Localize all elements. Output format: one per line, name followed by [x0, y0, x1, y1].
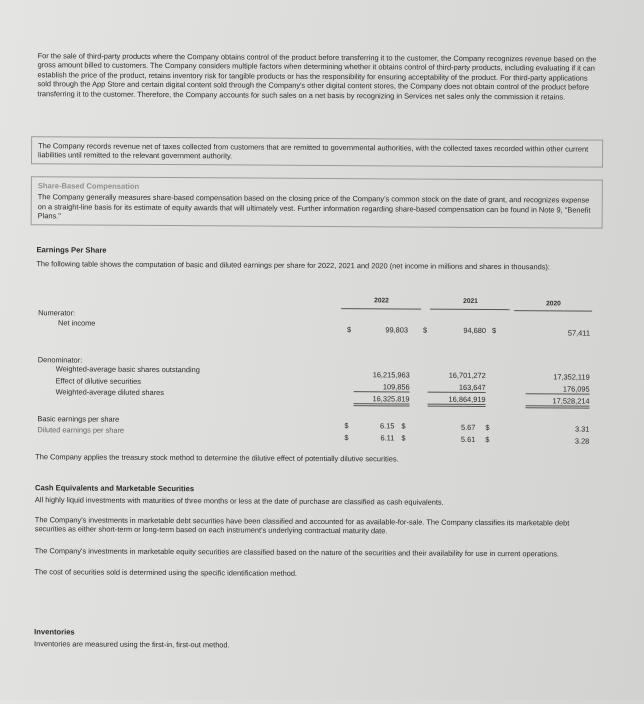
wavg-basic-2021: 16,701,272 [448, 370, 486, 380]
currency-basic-2022b: $ [401, 421, 406, 431]
net-income-2021: 94,680 [463, 325, 487, 335]
dilutive-2022: 109,856 [354, 382, 410, 392]
share-based-heading: Share-Based Compensation [37, 181, 140, 191]
year-header-2022: 2022 [374, 297, 389, 305]
currency-net-income-2021: $ [422, 325, 428, 335]
inventories-heading: Inventories [34, 627, 75, 637]
numerator-label: Numerator: [38, 308, 76, 318]
inventories-text: Inventories are measured using the first-in, first-out method. [34, 639, 230, 650]
eps-heading-block [36, 245, 591, 272]
share-based-compensation-section [31, 176, 603, 228]
year-header-2021: 2021 [463, 297, 478, 305]
currency-net-income-2020: $ [491, 326, 497, 336]
net-income-2022: 99,803 [385, 325, 409, 335]
cash-para-4: The cost of securities sold is determined using the specific identification method. [34, 567, 298, 578]
cash-para-3: The Company's investments in marketable equity securities are classified based on the nature of the securities and their availability for use in current operations. [34, 545, 560, 559]
cash-equivalents-section [34, 483, 593, 580]
basic-eps-2021: 5.67 [460, 422, 476, 432]
eps-intro: The following table shows the computation of basic and diluted earnings per share for 2022, 2021 and 2020 (net income in millions and shares in thousands): [36, 259, 550, 272]
share-based-text: The Company generally measures share-based compensation based on the closing price of the Company's common stock on the date of grant, and recognizes expense on a straight-line basis for its estimate of equity awards that will ultimately vest. Further information regarding share-based compensation can be found in Note 9, "Benefit Plans." [37, 192, 591, 221]
diluted-eps-2020: 3.28 [574, 436, 590, 446]
currency-net-income-2022: $ [346, 325, 352, 335]
year-header-2020: 2020 [546, 300, 561, 308]
currency-diluted-2021: $ [485, 434, 490, 444]
currency-diluted-2022: $ [344, 433, 349, 443]
treasury-stock-note [35, 452, 590, 465]
cash-heading: Cash Equivalents and Marketable Securities [34, 483, 195, 494]
wavg-basic-label: Weighted-average basic shares outstanding [55, 364, 200, 375]
wavg-diluted-2020: 17,528,214 [526, 396, 590, 408]
dilutive-2021: 163,647 [428, 383, 486, 393]
net-income-2020: 57,411 [567, 328, 591, 338]
wavg-diluted-label: Weighted-average diluted shares [55, 387, 164, 398]
dilutive-2020: 176,095 [526, 384, 590, 394]
currency-basic-2022: $ [344, 421, 349, 431]
wavg-basic-2022: 16,215,963 [372, 370, 410, 380]
revenue-gross-net-paragraph [37, 51, 597, 101]
header-rule-2021 [430, 309, 510, 310]
header-rule-2022 [341, 308, 421, 309]
basic-eps-label: Basic earnings per share [37, 414, 120, 424]
cash-para-2: The Company's investments in marketable debt securities have been classified and accounted for as available-for-sale. The Company classifies its marketable debt securities as either short-term or long-term based on each instrument's underlying contractual maturity date. [34, 515, 570, 536]
currency-basic-2021: $ [485, 422, 490, 432]
treasury-note-text: The Company applies the treasury stock method to determine the dilutive effect of potentially dilutive securities. [35, 452, 399, 464]
net-income-label: Net income [58, 318, 96, 328]
basic-eps-2020: 3.31 [574, 424, 590, 434]
inventories-section [34, 627, 589, 652]
wavg-basic-2020: 17,352,119 [553, 372, 590, 382]
revenue-taxes-text: The Company records revenue net of taxes collected from customers that are remitted to governmental authorities, with the collected taxes recorded within other current liabilities until remitted to the relevant government authority. [38, 141, 589, 161]
diluted-eps-2022: 6.11 [380, 433, 395, 443]
diluted-eps-2021: 5.61 [460, 434, 476, 444]
diluted-eps-label: Diluted earnings per share [37, 425, 125, 435]
currency-diluted-2022b: $ [401, 433, 406, 443]
basic-eps-2022: 6.15 [379, 421, 395, 431]
cash-para-1: All highly liquid investments with maturities of three months or less at the date of purchase are classified as cash equivalents. [34, 495, 444, 508]
dilutive-label: Effect of dilutive securities [55, 376, 142, 386]
wavg-diluted-2021: 16,864,919 [428, 395, 486, 407]
wavg-diluted-2022: 16,325,819 [354, 394, 410, 406]
header-rule-2020 [514, 310, 592, 311]
revenue-taxes-paragraph [31, 136, 603, 167]
denominator-label: Denominator: [37, 355, 83, 365]
eps-heading: Earnings Per Share [36, 245, 107, 255]
revenue-paragraph-text: For the sale of third-party products where the Company obtains control of the product before transferring it to the customer, the Company recognizes revenue based on the gross amount billed to customers. The Company considers multiple factors when determining whether it obtains control of third-party products, including evaluating if it can establish the price of the product, retains inventory risk for tangible products or has the responsibility for ensuring acceptability of the product. For third-party applications sold through the App Store and certain digital content sold through the Company's other digital content stores, the Company does not obtain control of the product before transferring it to the customer. Therefore, the Company accounts for such sales on a net basis by recognizing in Services net sales only the commission it retains. [37, 51, 597, 102]
